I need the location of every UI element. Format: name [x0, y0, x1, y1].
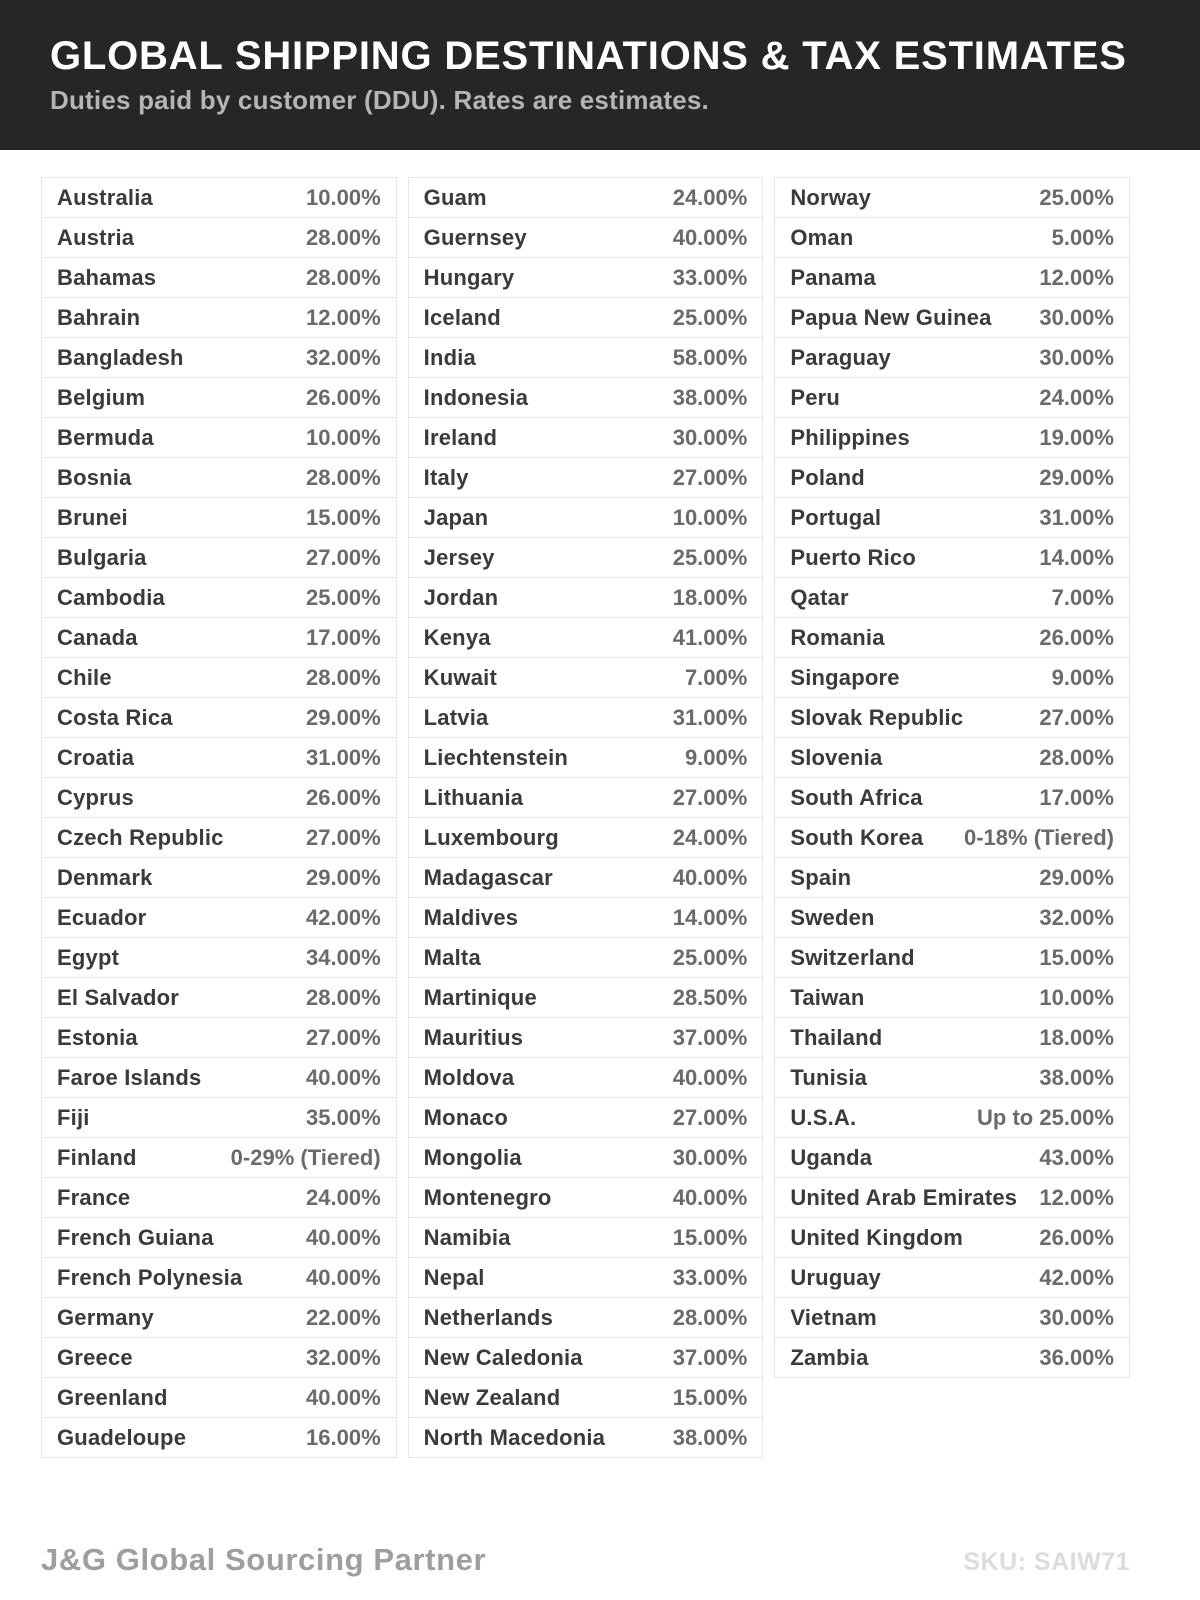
country-name: Spain	[790, 864, 852, 890]
country-name: Bahamas	[57, 264, 157, 290]
table-row	[409, 657, 763, 697]
country-name: Nepal	[423, 1264, 485, 1290]
country-name: Denmark	[57, 864, 153, 890]
tax-rate: 29.00%	[1039, 464, 1114, 490]
tax-rates-table	[41, 177, 1130, 1458]
country-name: El Salvador	[57, 984, 180, 1010]
tax-rate: 36.00%	[1039, 1344, 1114, 1370]
country-name: Philippines	[790, 424, 910, 450]
table-row	[775, 617, 1129, 657]
country-name: Montenegro	[423, 1184, 552, 1210]
tax-rate: 10.00%	[306, 184, 381, 210]
table-row	[42, 817, 396, 857]
tax-rate: 19.00%	[1039, 424, 1114, 450]
country-name: Bulgaria	[57, 544, 147, 570]
table-row	[775, 737, 1129, 777]
country-name: New Zealand	[423, 1384, 561, 1410]
country-name: Slovenia	[790, 744, 883, 770]
table-row	[775, 657, 1129, 697]
table-row	[409, 577, 763, 617]
table-row	[42, 1417, 396, 1457]
table-row	[42, 897, 396, 937]
page-subtitle: Duties paid by customer (DDU). Rates are estimates.	[50, 85, 709, 115]
tax-rate: 15.00%	[672, 1224, 748, 1250]
table-row	[42, 1057, 396, 1097]
tax-rate: 17.00%	[306, 624, 381, 650]
table-row	[42, 657, 396, 697]
tax-rate: 26.00%	[1039, 624, 1114, 650]
tax-rate: 28.00%	[306, 264, 381, 290]
country-name: United Arab Emirates	[790, 1184, 1018, 1210]
tax-rate: 28.00%	[672, 1304, 748, 1330]
table-row	[775, 337, 1129, 377]
tax-rate: 12.00%	[1039, 264, 1114, 290]
country-name: Portugal	[790, 504, 882, 530]
tax-rate: 25.00%	[672, 944, 748, 970]
country-name: Latvia	[423, 704, 489, 730]
country-name: Iceland	[423, 304, 501, 330]
country-name: Bosnia	[57, 464, 132, 490]
tax-rate: 12.00%	[306, 304, 381, 330]
country-name: Poland	[790, 464, 865, 490]
country-name: Czech Republic	[57, 824, 224, 850]
country-name: Uganda	[790, 1144, 873, 1170]
rates-column-1	[41, 177, 397, 1458]
tax-rate: 27.00%	[672, 464, 748, 490]
country-name: Croatia	[57, 744, 135, 770]
table-row	[42, 617, 396, 657]
country-name: Lithuania	[423, 784, 524, 810]
table-row	[42, 1017, 396, 1057]
table-row	[42, 337, 396, 377]
tax-rate: 29.00%	[306, 864, 381, 890]
country-name: Mauritius	[423, 1024, 524, 1050]
table-row	[409, 377, 763, 417]
tax-rate: 37.00%	[672, 1344, 748, 1370]
table-row	[775, 857, 1129, 897]
tax-rate: 30.00%	[1039, 1304, 1114, 1330]
tax-rate: 40.00%	[672, 1064, 748, 1090]
country-name: Kenya	[423, 624, 491, 650]
country-name: Hungary	[423, 264, 515, 290]
tax-rate: 7.00%	[684, 664, 748, 690]
country-name: South Korea	[790, 824, 924, 850]
country-name: Japan	[423, 504, 489, 530]
country-name: Greenland	[57, 1384, 168, 1410]
tax-rate: 38.00%	[1039, 1064, 1114, 1090]
table-row	[409, 1017, 763, 1057]
tax-rate: 32.00%	[1039, 904, 1114, 930]
table-row	[42, 977, 396, 1017]
tax-rate: 15.00%	[306, 504, 381, 530]
country-name: Madagascar	[423, 864, 553, 890]
table-row	[409, 857, 763, 897]
country-name: India	[423, 344, 476, 370]
country-name: Uruguay	[790, 1264, 881, 1290]
tax-rate: 10.00%	[1039, 984, 1114, 1010]
country-name: Romania	[790, 624, 885, 650]
page-title: GLOBAL SHIPPING DESTINATIONS & TAX ESTIMATES	[50, 34, 1127, 78]
tax-rate: 40.00%	[672, 864, 748, 890]
tax-rate: 30.00%	[672, 1144, 748, 1170]
table-row	[409, 297, 763, 337]
tax-rate: 42.00%	[306, 904, 381, 930]
country-name: Maldives	[423, 904, 519, 930]
table-row	[42, 737, 396, 777]
table-row	[42, 697, 396, 737]
country-name: Ecuador	[57, 904, 147, 930]
table-row	[42, 1297, 396, 1337]
tax-rate: 28.00%	[306, 224, 381, 250]
tax-rate: 7.00%	[1051, 584, 1114, 610]
table-row	[42, 1137, 396, 1177]
tax-rate: 24.00%	[1039, 384, 1114, 410]
table-row	[409, 617, 763, 657]
tax-rate: 27.00%	[672, 1104, 748, 1130]
tax-rate: 9.00%	[1051, 664, 1114, 690]
country-name: North Macedonia	[423, 1424, 606, 1450]
tax-rate: 35.00%	[306, 1104, 381, 1130]
tax-rate: 41.00%	[672, 624, 748, 650]
table-row	[409, 737, 763, 777]
country-name: Greece	[57, 1344, 133, 1370]
tax-rate: 28.50%	[672, 984, 748, 1010]
table-row	[409, 1097, 763, 1137]
tax-rate: 28.00%	[306, 664, 381, 690]
country-name: United Kingdom	[790, 1224, 963, 1250]
table-row	[42, 577, 396, 617]
tax-rate: 26.00%	[306, 784, 381, 810]
table-row	[775, 937, 1129, 977]
table-row	[409, 1417, 763, 1457]
tax-rate: 29.00%	[1039, 864, 1114, 890]
country-name: Canada	[57, 624, 138, 650]
tax-rate: 26.00%	[1039, 1224, 1114, 1250]
country-name: South Africa	[790, 784, 923, 810]
table-row	[775, 777, 1129, 817]
table-row	[775, 457, 1129, 497]
table-row	[775, 1297, 1129, 1337]
table-row	[42, 857, 396, 897]
country-name: Qatar	[790, 584, 849, 610]
tax-rate: 15.00%	[1039, 944, 1114, 970]
table-row	[775, 817, 1129, 857]
table-row	[409, 1217, 763, 1257]
country-name: Puerto Rico	[790, 544, 916, 570]
tax-rate: 34.00%	[306, 944, 381, 970]
country-name: Panama	[790, 264, 876, 290]
table-row	[42, 937, 396, 977]
tax-rate: 0-18% (Tiered)	[964, 824, 1114, 850]
table-row	[409, 1337, 763, 1377]
tax-rate: 43.00%	[1039, 1144, 1114, 1170]
tax-rate: 40.00%	[672, 1184, 748, 1210]
table-row	[775, 897, 1129, 937]
table-row	[775, 1097, 1129, 1137]
sku-label: SKU: SAIW71	[963, 1548, 1130, 1576]
table-row	[409, 977, 763, 1017]
tax-rate: 32.00%	[306, 344, 381, 370]
table-row	[409, 457, 763, 497]
tax-rate: 28.00%	[1039, 744, 1114, 770]
country-name: Fiji	[57, 1104, 90, 1130]
country-name: Germany	[57, 1304, 154, 1330]
country-name: Finland	[57, 1144, 137, 1170]
table-row	[775, 1337, 1129, 1377]
table-row	[409, 1297, 763, 1337]
table-row	[409, 1257, 763, 1297]
table-row	[42, 777, 396, 817]
country-name: Thailand	[790, 1024, 883, 1050]
country-name: Papua New Guinea	[790, 304, 992, 330]
country-name: Estonia	[57, 1024, 138, 1050]
country-name: Paraguay	[790, 344, 891, 370]
tax-rate: 40.00%	[672, 224, 748, 250]
tax-rate: 37.00%	[672, 1024, 748, 1050]
table-row	[42, 1257, 396, 1297]
table-row	[775, 217, 1129, 257]
country-name: Jersey	[423, 544, 495, 570]
table-row	[775, 178, 1129, 217]
table-row	[42, 377, 396, 417]
country-name: Oman	[790, 224, 854, 250]
table-row	[409, 1137, 763, 1177]
tax-rate: 16.00%	[306, 1424, 381, 1450]
tax-rate: Up to 25.00%	[977, 1104, 1114, 1130]
tax-rate: 31.00%	[672, 704, 748, 730]
table-row	[409, 1057, 763, 1097]
country-name: Liechtenstein	[423, 744, 569, 770]
tax-rate: 40.00%	[306, 1224, 381, 1250]
table-row	[409, 897, 763, 937]
table-row	[775, 1137, 1129, 1177]
tax-rate: 38.00%	[672, 1424, 748, 1450]
table-row	[42, 1097, 396, 1137]
country-name: Bermuda	[57, 424, 154, 450]
table-row	[42, 1177, 396, 1217]
country-name: Brunei	[57, 504, 128, 530]
tax-rate: 14.00%	[1039, 544, 1114, 570]
country-name: Netherlands	[423, 1304, 554, 1330]
table-row	[775, 1217, 1129, 1257]
table-row	[775, 257, 1129, 297]
tax-rate: 26.00%	[306, 384, 381, 410]
tax-rate: 40.00%	[306, 1384, 381, 1410]
page-footer	[41, 1542, 1130, 1578]
tax-rate: 24.00%	[672, 184, 748, 210]
table-row	[42, 1217, 396, 1257]
tax-rate: 25.00%	[672, 544, 748, 570]
tax-rate: 30.00%	[1039, 344, 1114, 370]
table-row	[409, 337, 763, 377]
tax-rate: 38.00%	[672, 384, 748, 410]
tax-rate: 28.00%	[306, 464, 381, 490]
country-name: Luxembourg	[423, 824, 559, 850]
tax-rate: 32.00%	[306, 1344, 381, 1370]
country-name: Zambia	[790, 1344, 869, 1370]
country-name: Australia	[57, 184, 153, 210]
tax-rate: 5.00%	[1051, 224, 1114, 250]
tax-rate: 0-29% (Tiered)	[230, 1144, 381, 1170]
country-name: Bangladesh	[57, 344, 184, 370]
country-name: Austria	[57, 224, 135, 250]
table-row	[775, 377, 1129, 417]
country-name: Cyprus	[57, 784, 134, 810]
table-row	[42, 217, 396, 257]
country-name: Taiwan	[790, 984, 865, 1010]
tax-rate: 24.00%	[672, 824, 748, 850]
tax-rate: 22.00%	[306, 1304, 381, 1330]
country-name: Cambodia	[57, 584, 165, 610]
country-name: Peru	[790, 384, 841, 410]
table-row	[775, 417, 1129, 457]
country-name: France	[57, 1184, 131, 1210]
table-row	[775, 697, 1129, 737]
tax-rate: 14.00%	[672, 904, 748, 930]
country-name: Mongolia	[423, 1144, 522, 1170]
country-name: Italy	[423, 464, 469, 490]
table-row	[409, 1377, 763, 1417]
country-name: French Guiana	[57, 1224, 214, 1250]
tax-rate: 27.00%	[306, 824, 381, 850]
country-name: Sweden	[790, 904, 875, 930]
table-row	[775, 1057, 1129, 1097]
table-row	[42, 457, 396, 497]
tax-rate: 27.00%	[1039, 704, 1114, 730]
tax-rate: 28.00%	[306, 984, 381, 1010]
table-row	[409, 937, 763, 977]
table-row	[775, 577, 1129, 617]
country-name: Singapore	[790, 664, 900, 690]
tax-rate: 40.00%	[306, 1264, 381, 1290]
country-name: Egypt	[57, 944, 120, 970]
table-row	[409, 497, 763, 537]
country-name: Costa Rica	[57, 704, 173, 730]
tax-rate: 27.00%	[672, 784, 748, 810]
tax-rate: 18.00%	[1039, 1024, 1114, 1050]
country-name: Guernsey	[423, 224, 527, 250]
table-row	[42, 297, 396, 337]
table-row	[775, 297, 1129, 337]
tax-rate: 18.00%	[672, 584, 748, 610]
country-name: U.S.A.	[790, 1104, 857, 1130]
table-row	[409, 777, 763, 817]
table-row	[775, 1177, 1129, 1217]
table-row	[42, 417, 396, 457]
country-name: Switzerland	[790, 944, 915, 970]
table-row	[42, 257, 396, 297]
rates-column-3	[774, 177, 1130, 1378]
tax-rate: 40.00%	[306, 1064, 381, 1090]
page-header	[0, 0, 1200, 150]
country-name: Chile	[57, 664, 112, 690]
tax-rate: 30.00%	[672, 424, 748, 450]
country-name: Faroe Islands	[57, 1064, 202, 1090]
country-name: Norway	[790, 184, 871, 210]
country-name: Belgium	[57, 384, 146, 410]
table-row	[409, 537, 763, 577]
country-name: Slovak Republic	[790, 704, 964, 730]
country-name: Guam	[423, 184, 487, 210]
tax-rate: 33.00%	[672, 1264, 748, 1290]
country-name: Malta	[423, 944, 481, 970]
tax-rate: 24.00%	[306, 1184, 381, 1210]
tax-rate: 58.00%	[672, 344, 748, 370]
tax-rate: 9.00%	[684, 744, 748, 770]
table-row	[409, 817, 763, 857]
tax-rate: 31.00%	[306, 744, 381, 770]
tax-rate: 25.00%	[672, 304, 748, 330]
tax-rate: 31.00%	[1039, 504, 1114, 530]
table-row	[409, 697, 763, 737]
table-row	[42, 537, 396, 577]
country-name: French Polynesia	[57, 1264, 243, 1290]
country-name: Guadeloupe	[57, 1424, 187, 1450]
brand-name: J&G Global Sourcing Partner	[41, 1542, 487, 1577]
tax-rate: 12.00%	[1039, 1184, 1114, 1210]
table-row	[42, 497, 396, 537]
tax-rate: 30.00%	[1039, 304, 1114, 330]
country-name: New Caledonia	[423, 1344, 583, 1370]
country-name: Martinique	[423, 984, 537, 1010]
table-row	[775, 537, 1129, 577]
country-name: Indonesia	[423, 384, 529, 410]
table-row	[775, 1017, 1129, 1057]
country-name: Tunisia	[790, 1064, 868, 1090]
table-row	[409, 178, 763, 217]
country-name: Ireland	[423, 424, 498, 450]
table-row	[775, 1257, 1129, 1297]
table-row	[775, 497, 1129, 537]
country-name: Namibia	[423, 1224, 511, 1250]
table-row	[409, 257, 763, 297]
country-name: Bahrain	[57, 304, 141, 330]
tax-rate: 10.00%	[672, 504, 748, 530]
tax-rate: 27.00%	[306, 1024, 381, 1050]
table-row	[409, 1177, 763, 1217]
table-row	[409, 217, 763, 257]
tax-rate: 17.00%	[1039, 784, 1114, 810]
table-row	[409, 417, 763, 457]
country-name: Monaco	[423, 1104, 508, 1130]
tax-rate: 25.00%	[1039, 184, 1114, 210]
tax-rate: 15.00%	[672, 1384, 748, 1410]
country-name: Vietnam	[790, 1304, 877, 1330]
table-row	[42, 1377, 396, 1417]
country-name: Kuwait	[423, 664, 497, 690]
country-name: Jordan	[423, 584, 499, 610]
table-row	[775, 977, 1129, 1017]
tax-rate: 25.00%	[306, 584, 381, 610]
tax-rate: 27.00%	[306, 544, 381, 570]
country-name: Moldova	[423, 1064, 515, 1090]
table-row	[42, 178, 396, 217]
tax-rate: 33.00%	[672, 264, 748, 290]
rates-column-2	[408, 177, 764, 1458]
tax-rate: 29.00%	[306, 704, 381, 730]
table-row	[42, 1337, 396, 1377]
tax-rate: 10.00%	[306, 424, 381, 450]
tax-rate: 42.00%	[1039, 1264, 1114, 1290]
